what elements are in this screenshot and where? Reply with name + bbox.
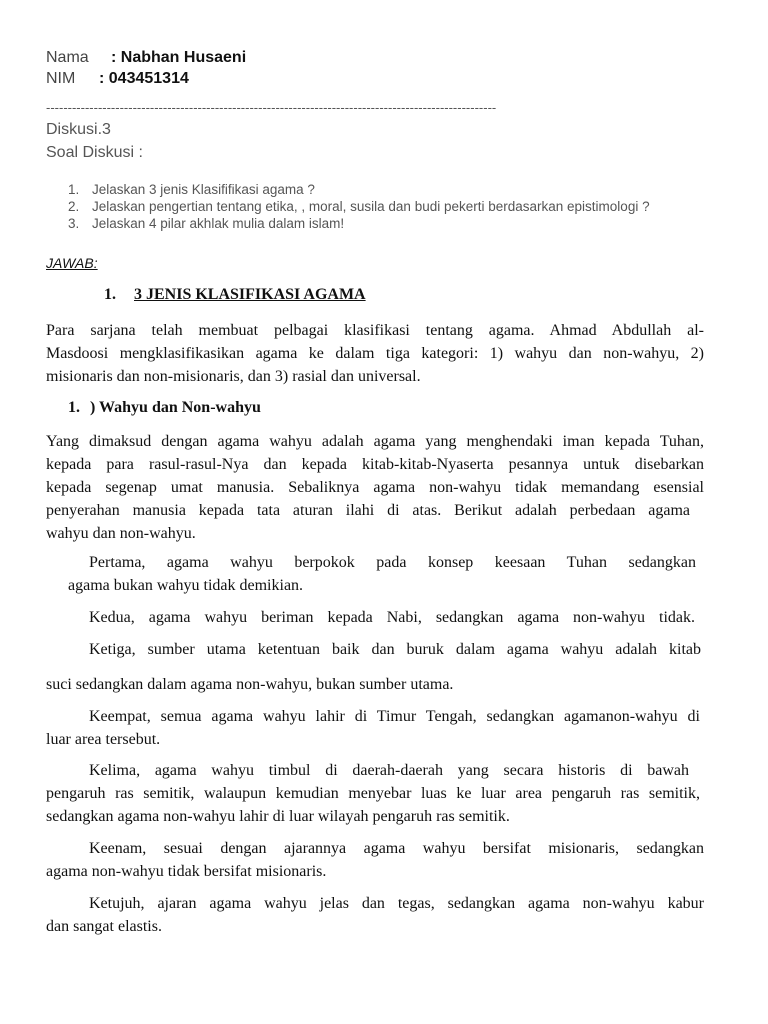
nim-value: : 043451314 xyxy=(99,70,189,87)
paragraph-line: Kedua, agama wahyu beriman kepada Nabi, sedangkan agama non-wahyu tidak. xyxy=(89,609,695,626)
paragraph-line: Ketiga, sumber utama ketentuan baik dan buruk dalam agama wahyu adalah kitab xyxy=(89,641,701,658)
nim-row xyxy=(46,69,189,89)
question-item xyxy=(46,181,650,198)
subsection-number: 1. xyxy=(68,399,80,416)
ketiga-continuation xyxy=(46,673,546,696)
question-item xyxy=(46,215,650,232)
paragraph-line: wahyu dan non-wahyu. xyxy=(46,525,196,542)
paragraph-line: misionaris dan non-misionaris, dan 3) rasial dan universal. xyxy=(46,368,421,385)
keempat-paragraph xyxy=(46,705,700,751)
paragraph-line: Para sarjana telah membuat pelbagai klasifikasi tentang agama. Ahmad Abdullah al- xyxy=(46,322,704,339)
paragraph-line: agama bukan wahyu tidak demikian. xyxy=(68,577,304,594)
section-heading xyxy=(104,286,366,304)
question-number: 1. xyxy=(68,182,80,197)
ketiga-paragraph xyxy=(89,638,701,661)
paragraph-line: Pertama, agama wahyu berpokok pada konsep keesaan Tuhan sedangkan xyxy=(89,554,696,571)
separator-line: -------------------------------------------------------------------------------------------------------- xyxy=(46,101,497,115)
question-item xyxy=(46,198,650,215)
question-list xyxy=(46,181,650,232)
question-number: 2. xyxy=(68,199,80,214)
wahyu-paragraph xyxy=(46,430,704,545)
keenam-paragraph xyxy=(46,837,704,883)
kelima-paragraph xyxy=(46,759,700,828)
paragraph-line: dan sangat elastis. xyxy=(46,918,162,935)
name-row xyxy=(46,48,246,68)
kedua-paragraph xyxy=(89,606,695,629)
paragraph-line: Ketujuh, ajaran agama wahyu jelas dan tegas, sedangkan agama non-wahyu kabur xyxy=(89,895,704,912)
nim-label: NIM xyxy=(46,70,76,87)
paragraph-line: Keenam, sesuai dengan ajarannya agama wahyu bersifat misionaris, sedangkan xyxy=(89,840,704,857)
question-text: Jelaskan 4 pilar akhlak mulia dalam islam! xyxy=(92,216,345,231)
paragraph-line: Masdoosi mengklasifikasikan agama ke dalam tiga kategori: 1) wahyu dan non-wahyu, 2) xyxy=(46,345,704,362)
paragraph-line: Yang dimaksud dengan agama wahyu adalah agama yang menghendaki iman kepada Tuhan, xyxy=(46,433,704,450)
pertama-paragraph xyxy=(68,551,696,597)
paragraph-line: penyerahan manusia kepada tata aturan ilahi di atas. Berikut adalah perbedaan agama xyxy=(46,502,690,519)
question-text: Jelaskan 3 jenis Klasififikasi agama ? xyxy=(92,182,315,197)
paragraph-line: suci sedangkan dalam agama non-wahyu, bukan sumber utama. xyxy=(46,676,454,693)
paragraph-line: kepada para rasul-rasul-Nya dan kepada kitab-kitab-Nyaserta pesannya untuk disebarkan xyxy=(46,456,704,473)
jawab-label: JAWAB: xyxy=(46,255,98,271)
section-number: 1. xyxy=(104,286,116,303)
section-title: 3 JENIS KLASIFIKASI AGAMA xyxy=(134,286,366,303)
paragraph-line: pengaruh ras semitik, walaupun kemudian menyebar luas ke luar area pengaruh ras semitik, xyxy=(46,785,700,802)
diskusi-title: Diskusi.3 xyxy=(46,121,111,138)
question-text: Jelaskan pengertian tentang etika, , moral, susila dan budi pekerti berdasarkan epistimologi ? xyxy=(92,199,650,214)
subsection-heading xyxy=(68,399,261,417)
paragraph-line: kepada segenap umat manusia. Sebaliknya agama non-wahyu tidak memandang esensial xyxy=(46,479,704,496)
subsection-title: ) Wahyu dan Non-wahyu xyxy=(90,399,261,416)
paragraph-line: Keempat, semua agama wahyu lahir di Timur Tengah, sedangkan agamanon-wahyu di xyxy=(89,708,700,725)
intro-paragraph xyxy=(46,319,704,388)
paragraph-line: sedangkan agama non-wahyu lahir di luar wilayah pengaruh ras semitik. xyxy=(46,808,510,825)
paragraph-line: agama non-wahyu tidak bersifat misionaris. xyxy=(46,863,327,880)
paragraph-line: Kelima, agama wahyu timbul di daerah-daerah yang secara historis di bawah xyxy=(89,762,689,779)
question-number: 3. xyxy=(68,216,80,231)
soal-title: Soal Diskusi : xyxy=(46,144,143,161)
name-value: : Nabhan Husaeni xyxy=(111,49,247,66)
name-label: Nama xyxy=(46,49,89,66)
paragraph-line: luar area tersebut. xyxy=(46,731,161,748)
ketujuh-paragraph xyxy=(46,892,704,938)
